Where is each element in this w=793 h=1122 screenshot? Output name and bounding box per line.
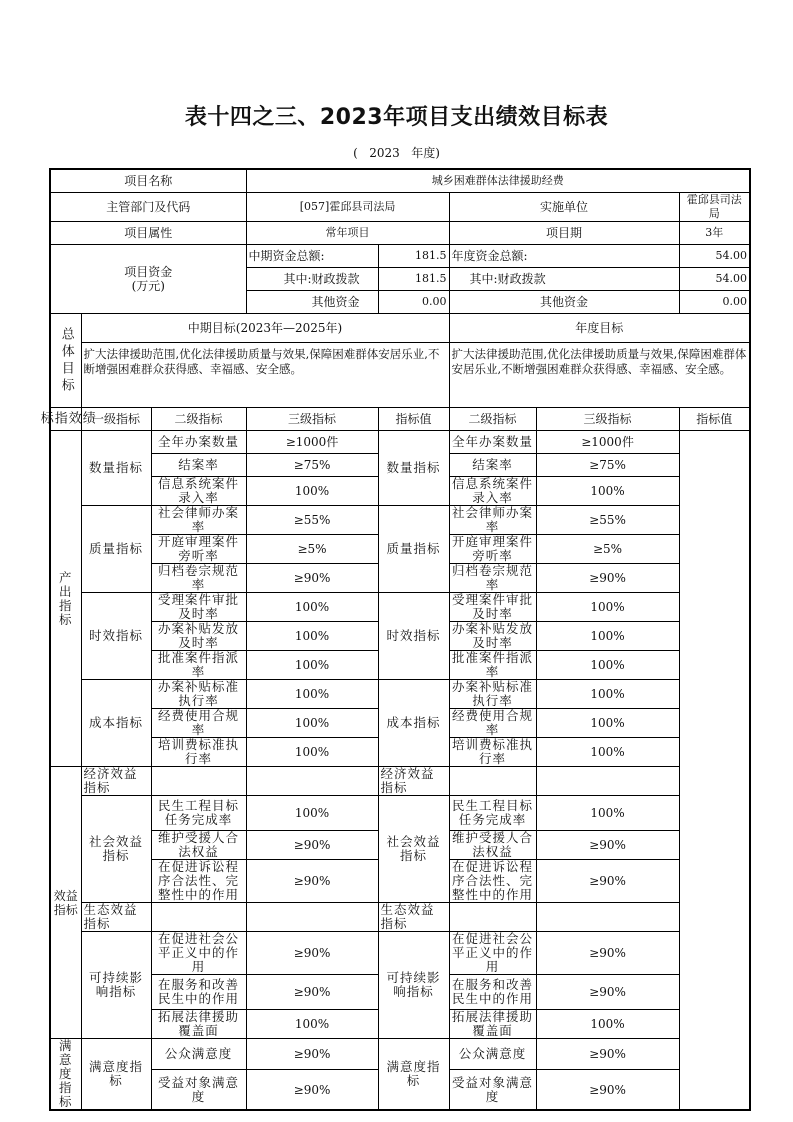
period-value: 3年 bbox=[679, 222, 750, 245]
row-goals-header bbox=[50, 314, 750, 343]
level3-indicator: 经费使用合规率 bbox=[151, 709, 246, 738]
indicator-value-right: 100% bbox=[536, 680, 679, 709]
level3-indicator-right: 经费使用合规率 bbox=[449, 709, 536, 738]
performance-indicator-label: 绩效指标 bbox=[50, 408, 81, 431]
year-total-value: 54.00 bbox=[679, 245, 750, 268]
indicator-value: ≥5% bbox=[246, 535, 378, 564]
indicator-row bbox=[50, 680, 750, 709]
level3-indicator-right: 民生工程目标任务完成率 bbox=[449, 796, 536, 831]
year-other-label: 其他资金 bbox=[449, 291, 679, 314]
indicator-value: 100% bbox=[246, 738, 378, 767]
indicator-value: ≥90% bbox=[246, 831, 378, 860]
indicator-value: 100% bbox=[246, 622, 378, 651]
indicator-value: 100% bbox=[246, 680, 378, 709]
level3-indicator-right: 结案率 bbox=[449, 454, 536, 477]
level3-indicator-right: 归档卷宗规范率 bbox=[449, 564, 536, 593]
level3-indicator: 在促进社会公平正义中的作用 bbox=[151, 932, 246, 975]
level3-indicator: 公众满意度 bbox=[151, 1039, 246, 1070]
level3-indicator: 全年办案数量 bbox=[151, 431, 246, 454]
year-goal-header: 年度目标 bbox=[449, 314, 750, 343]
level3-indicator: 拓展法律援助覆盖面 bbox=[151, 1010, 246, 1039]
funding-label: 项目资金 bbox=[124, 265, 173, 279]
level3-indicator-right: 办案补贴发放及时率 bbox=[449, 622, 536, 651]
funding-label-cell bbox=[50, 245, 246, 314]
mid-total-label: 中期资金总额: bbox=[246, 245, 378, 268]
level3-indicator-right: 在促进社会公平正义中的作用 bbox=[449, 932, 536, 975]
indicator-value: ≥55% bbox=[246, 506, 378, 535]
indicator-value: 100% bbox=[246, 709, 378, 738]
indicator-value: 100% bbox=[246, 477, 378, 506]
level3-indicator: 在促进诉讼程序合法性、完整性中的作用 bbox=[151, 860, 246, 903]
header-value: 指标值 bbox=[378, 408, 449, 431]
indicator-value-right: ≥90% bbox=[536, 564, 679, 593]
project-name-value: 城乡困难群体法律援助经费 bbox=[246, 169, 750, 193]
header-l3-right: 三级指标 bbox=[536, 408, 679, 431]
indicator-value-empty bbox=[246, 767, 378, 796]
level1-indicator: 效益指标 bbox=[50, 767, 81, 1039]
year-fiscal-label: 其中:财政拨款 bbox=[449, 268, 679, 291]
row-indicator-headers bbox=[50, 408, 750, 431]
indicator-value: ≥90% bbox=[246, 975, 378, 1010]
dept-label: 主管部门及代码 bbox=[50, 193, 246, 222]
level3-indicator-right: 公众满意度 bbox=[449, 1039, 536, 1070]
indicator-row bbox=[50, 932, 750, 975]
year-label: 年度) bbox=[411, 146, 440, 160]
indicator-row bbox=[50, 767, 750, 796]
level2-indicator: 数量指标 bbox=[81, 431, 151, 506]
level3-indicator-empty bbox=[151, 767, 246, 796]
level2-indicator: 时效指标 bbox=[81, 593, 151, 680]
indicator-value-right-empty bbox=[536, 767, 679, 796]
indicator-value-right: ≥5% bbox=[536, 535, 679, 564]
level3-indicator-right: 社会律师办案率 bbox=[449, 506, 536, 535]
row-project-name bbox=[50, 169, 750, 193]
level3-indicator: 社会律师办案率 bbox=[151, 506, 246, 535]
level2-indicator-right: 数量指标 bbox=[378, 431, 449, 506]
level3-indicator-right: 在服务和改善民生中的作用 bbox=[449, 975, 536, 1010]
level3-indicator: 维护受援人合法权益 bbox=[151, 831, 246, 860]
indicator-body bbox=[50, 431, 750, 1111]
level2-indicator-right: 满意度指标 bbox=[378, 1039, 449, 1111]
level2-indicator: 生态效益指标 bbox=[81, 903, 151, 932]
level2-indicator-right: 经济效益指标 bbox=[378, 767, 449, 796]
period-label: 项目期 bbox=[449, 222, 679, 245]
indicator-value-right: ≥90% bbox=[536, 831, 679, 860]
header-l2: 二级指标 bbox=[151, 408, 246, 431]
indicator-value: ≥90% bbox=[246, 932, 378, 975]
indicator-value: ≥75% bbox=[246, 454, 378, 477]
indicator-value-right: ≥90% bbox=[536, 1070, 679, 1110]
open-paren: ( bbox=[353, 146, 358, 160]
level3-indicator: 受理案件审批及时率 bbox=[151, 593, 246, 622]
level2-indicator: 社会效益指标 bbox=[81, 796, 151, 903]
level2-indicator: 可持续影响指标 bbox=[81, 932, 151, 1039]
funding-unit: (万元) bbox=[131, 279, 165, 293]
indicator-value: ≥90% bbox=[246, 564, 378, 593]
level3-indicator-right-empty bbox=[449, 903, 536, 932]
indicator-value-right: 100% bbox=[536, 593, 679, 622]
level3-indicator-right-empty bbox=[449, 767, 536, 796]
level3-indicator-right: 在促进诉讼程序合法性、完整性中的作用 bbox=[449, 860, 536, 903]
level1-indicator: 满意度指标 bbox=[50, 1039, 81, 1111]
level3-indicator: 受益对象满意度 bbox=[151, 1070, 246, 1110]
level3-indicator: 在服务和改善民生中的作用 bbox=[151, 975, 246, 1010]
indicator-value: ≥1000件 bbox=[246, 431, 378, 454]
page-title: 表十四之三、2023年项目支出绩效目标表 bbox=[184, 105, 609, 130]
level3-indicator-right: 批准案件指派率 bbox=[449, 651, 536, 680]
indicator-value-right: ≥75% bbox=[536, 454, 679, 477]
level3-indicator-right: 受益对象满意度 bbox=[449, 1070, 536, 1110]
level3-indicator-right: 全年办案数量 bbox=[449, 431, 536, 454]
indicator-value-right-empty bbox=[536, 903, 679, 932]
level3-indicator-empty bbox=[151, 903, 246, 932]
level2-indicator-right: 成本指标 bbox=[378, 680, 449, 767]
level2-indicator-right: 社会效益指标 bbox=[378, 796, 449, 903]
indicator-value: ≥90% bbox=[246, 1070, 378, 1110]
indicator-value-right: ≥90% bbox=[536, 1039, 679, 1070]
dept-value: [057]霍邱县司法局 bbox=[246, 193, 449, 222]
level3-indicator-right: 维护受援人合法权益 bbox=[449, 831, 536, 860]
header-l1: 一级指标 bbox=[81, 408, 151, 431]
mid-total-value: 181.5 bbox=[378, 245, 449, 268]
indicator-value-right: 100% bbox=[536, 796, 679, 831]
row-attribute bbox=[50, 222, 750, 245]
indicator-value-right: 100% bbox=[536, 477, 679, 506]
indicator-value-right: ≥90% bbox=[536, 932, 679, 975]
level3-indicator-right: 信息系统案件录入率 bbox=[449, 477, 536, 506]
level3-indicator: 培训费标准执行率 bbox=[151, 738, 246, 767]
level3-indicator-right: 拓展法律援助覆盖面 bbox=[449, 1010, 536, 1039]
mid-goal-text: 扩大法律援助范围,优化法律援助质量与效果,保障困难群体安居乐业,不断增强困难群众获得感、幸福感、安全感。 bbox=[81, 343, 449, 408]
indicator-value-right: ≥90% bbox=[536, 860, 679, 903]
header-l3: 三级指标 bbox=[246, 408, 378, 431]
mid-other-label: 其他资金 bbox=[246, 291, 378, 314]
level3-indicator: 办案补贴发放及时率 bbox=[151, 622, 246, 651]
row-department bbox=[50, 193, 750, 222]
attr-label: 项目属性 bbox=[50, 222, 246, 245]
indicator-value-right: 100% bbox=[536, 709, 679, 738]
level3-indicator-right: 培训费标准执行率 bbox=[449, 738, 536, 767]
level2-indicator: 满意度指标 bbox=[81, 1039, 151, 1111]
attr-value: 常年项目 bbox=[246, 222, 449, 245]
level2-indicator: 质量指标 bbox=[81, 506, 151, 593]
header-value-right: 指标值 bbox=[679, 408, 750, 431]
project-name-label: 项目名称 bbox=[50, 169, 246, 193]
level1-indicator: 产出指标 bbox=[50, 431, 81, 767]
fiscal-year-line bbox=[0, 144, 793, 161]
impl-label: 实施单位 bbox=[449, 193, 679, 222]
indicator-value: 100% bbox=[246, 593, 378, 622]
level2-indicator-right: 生态效益指标 bbox=[378, 903, 449, 932]
level3-indicator: 办案补贴标准执行率 bbox=[151, 680, 246, 709]
performance-target-table bbox=[37, 168, 751, 1111]
level3-indicator: 开庭审理案件旁听率 bbox=[151, 535, 246, 564]
indicator-value-right: 100% bbox=[536, 738, 679, 767]
fiscal-year: 2023 bbox=[369, 146, 400, 160]
level3-indicator: 批准案件指派率 bbox=[151, 651, 246, 680]
indicator-value-right: ≥1000件 bbox=[536, 431, 679, 454]
mid-fiscal-value: 181.5 bbox=[378, 268, 449, 291]
row-funding-total bbox=[50, 245, 750, 268]
indicator-value: ≥90% bbox=[246, 860, 378, 903]
indicator-value-right: ≥55% bbox=[536, 506, 679, 535]
indicator-value-empty bbox=[246, 903, 378, 932]
year-other-value: 0.00 bbox=[679, 291, 750, 314]
mid-other-value: 0.00 bbox=[378, 291, 449, 314]
indicator-value: 100% bbox=[246, 1010, 378, 1039]
indicator-value: 100% bbox=[246, 796, 378, 831]
level2-indicator-right: 可持续影响指标 bbox=[378, 932, 449, 1039]
year-fiscal-value: 54.00 bbox=[679, 268, 750, 291]
year-total-label: 年度资金总额: bbox=[449, 245, 679, 268]
indicator-row bbox=[50, 593, 750, 622]
level3-indicator-right: 受理案件审批及时率 bbox=[449, 593, 536, 622]
indicator-row bbox=[50, 796, 750, 831]
level2-indicator: 经济效益指标 bbox=[81, 767, 151, 796]
indicator-value-right: ≥90% bbox=[536, 975, 679, 1010]
level3-indicator: 民生工程目标任务完成率 bbox=[151, 796, 246, 831]
level2-indicator-right: 质量指标 bbox=[378, 506, 449, 593]
indicator-value-right: 100% bbox=[536, 651, 679, 680]
level3-indicator: 归档卷宗规范率 bbox=[151, 564, 246, 593]
level2-indicator-right: 时效指标 bbox=[378, 593, 449, 680]
indicator-value-right: 100% bbox=[536, 622, 679, 651]
mid-goal-header: 中期目标(2023年—2025年) bbox=[81, 314, 449, 343]
indicator-row bbox=[50, 1039, 750, 1070]
header-l2-right: 二级指标 bbox=[449, 408, 536, 431]
year-goal-text: 扩大法律援助范围,优化法律援助质量与效果,保障困难群体安居乐业,不断增强困难群众获得感、幸福感、安全感。 bbox=[449, 343, 750, 408]
level2-indicator: 成本指标 bbox=[81, 680, 151, 767]
indicator-row bbox=[50, 506, 750, 535]
mid-fiscal-label: 其中:财政拨款 bbox=[246, 268, 378, 291]
indicator-value: ≥90% bbox=[246, 1039, 378, 1070]
indicator-value: 100% bbox=[246, 651, 378, 680]
level3-indicator: 信息系统案件录入率 bbox=[151, 477, 246, 506]
level3-indicator-right: 办案补贴标准执行率 bbox=[449, 680, 536, 709]
impl-value: 霍邱县司法局 bbox=[679, 193, 750, 222]
row-goals-text bbox=[50, 343, 750, 408]
indicator-value-right: 100% bbox=[536, 1010, 679, 1039]
indicator-row bbox=[50, 431, 750, 454]
overall-goal-label: 总体目标 bbox=[50, 314, 81, 408]
indicator-row bbox=[50, 903, 750, 932]
level3-indicator-right: 开庭审理案件旁听率 bbox=[449, 535, 536, 564]
level3-indicator: 结案率 bbox=[151, 454, 246, 477]
